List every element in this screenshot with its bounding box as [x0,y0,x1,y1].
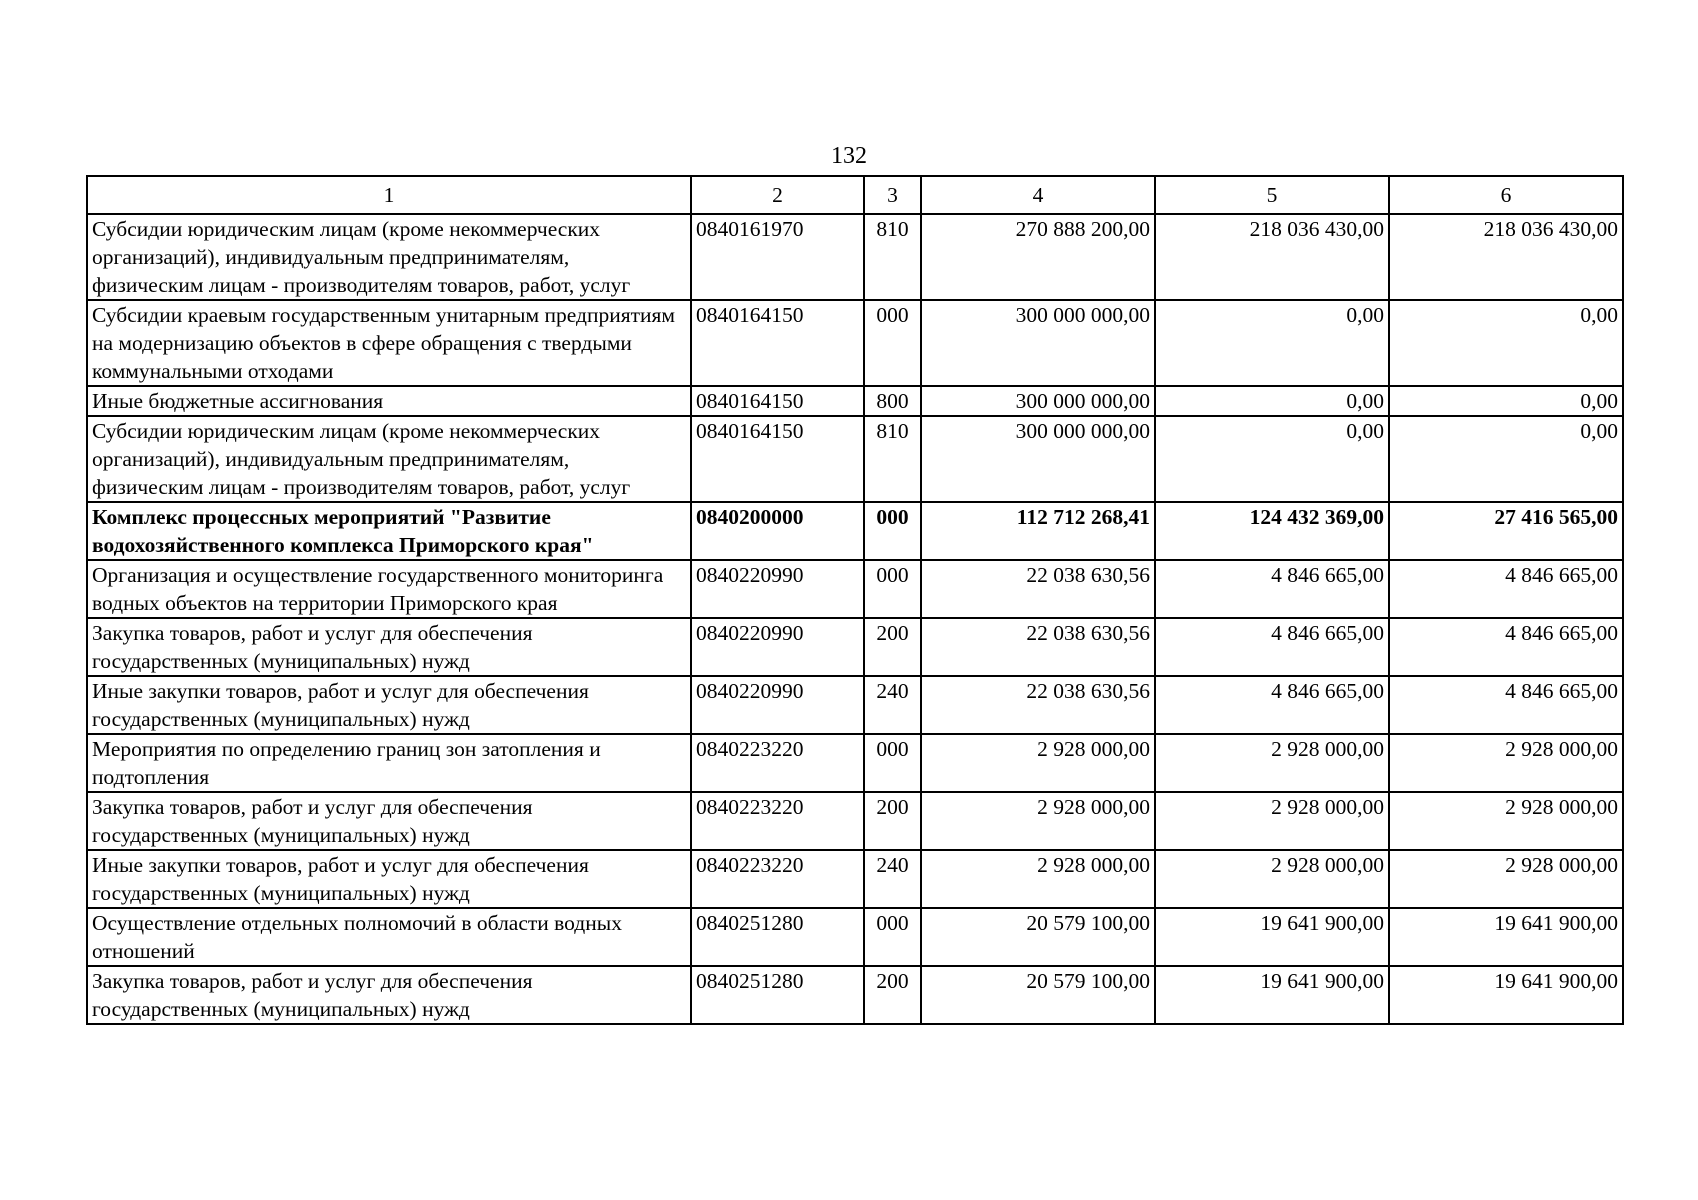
row-amount-col6: 0,00 [1389,386,1623,416]
page-number: 132 [831,143,867,169]
table-row [87,734,1623,792]
row-description: Иные закупки товаров, работ и услуг для обеспечения государственных (муниципальных) нужд [87,850,691,908]
row-target-code: 0840223220 [691,734,864,792]
row-expense-type: 200 [864,966,921,1024]
row-description: Закупка товаров, работ и услуг для обеспечения государственных (муниципальных) нужд [87,792,691,850]
row-amount-col6: 2 928 000,00 [1389,850,1623,908]
row-target-code: 0840251280 [691,966,864,1024]
table-header-row [87,176,1623,214]
row-expense-type: 000 [864,300,921,386]
row-amount-col6: 2 928 000,00 [1389,792,1623,850]
row-target-code: 0840164150 [691,416,864,502]
row-amount-col5: 0,00 [1155,386,1389,416]
column-header: 1 [87,176,691,214]
row-amount-col5: 0,00 [1155,300,1389,386]
row-amount-col4: 20 579 100,00 [921,966,1155,1024]
row-description: Иные закупки товаров, работ и услуг для обеспечения государственных (муниципальных) нужд [87,676,691,734]
row-target-code: 0840251280 [691,908,864,966]
row-amount-col6: 27 416 565,00 [1389,502,1623,560]
row-amount-col5: 4 846 665,00 [1155,676,1389,734]
row-amount-col4: 300 000 000,00 [921,386,1155,416]
row-amount-col4: 112 712 268,41 [921,502,1155,560]
table-row [87,908,1623,966]
row-description: Организация и осуществление государственного мониторинга водных объектов на территории Приморского края [87,560,691,618]
column-header: 2 [691,176,864,214]
row-amount-col5: 4 846 665,00 [1155,560,1389,618]
row-amount-col5: 218 036 430,00 [1155,214,1389,300]
row-expense-type: 000 [864,734,921,792]
row-expense-type: 800 [864,386,921,416]
row-description: Закупка товаров, работ и услуг для обеспечения государственных (муниципальных) нужд [87,966,691,1024]
row-amount-col6: 0,00 [1389,300,1623,386]
column-header: 3 [864,176,921,214]
row-expense-type: 000 [864,502,921,560]
row-amount-col5: 19 641 900,00 [1155,908,1389,966]
column-header: 6 [1389,176,1623,214]
row-amount-col4: 2 928 000,00 [921,792,1155,850]
row-description: Субсидии краевым государственным унитарным предприятиям на модернизацию объектов в сфере обращения с твердыми коммунальными отходами [87,300,691,386]
row-expense-type: 810 [864,416,921,502]
row-target-code: 0840161970 [691,214,864,300]
row-description: Комплекс процессных мероприятий "Развитие водохозяйственного комплекса Приморского края" [87,502,691,560]
row-amount-col6: 4 846 665,00 [1389,618,1623,676]
row-target-code: 0840223220 [691,850,864,908]
table-row [87,214,1623,300]
table-row [87,850,1623,908]
row-amount-col5: 4 846 665,00 [1155,618,1389,676]
row-description: Осуществление отдельных полномочий в области водных отношений [87,908,691,966]
table-row [87,792,1623,850]
row-amount-col6: 19 641 900,00 [1389,908,1623,966]
table-row [87,386,1623,416]
row-description: Мероприятия по определению границ зон затопления и подтопления [87,734,691,792]
row-target-code: 0840200000 [691,502,864,560]
row-amount-col4: 2 928 000,00 [921,850,1155,908]
row-description: Иные бюджетные ассигнования [87,386,691,416]
row-amount-col4: 300 000 000,00 [921,300,1155,386]
row-amount-col6: 4 846 665,00 [1389,560,1623,618]
row-target-code: 0840220990 [691,618,864,676]
row-expense-type: 810 [864,214,921,300]
row-amount-col6: 2 928 000,00 [1389,734,1623,792]
row-amount-col5: 2 928 000,00 [1155,734,1389,792]
row-expense-type: 240 [864,850,921,908]
column-header: 5 [1155,176,1389,214]
row-expense-type: 200 [864,618,921,676]
row-amount-col4: 2 928 000,00 [921,734,1155,792]
row-target-code: 0840164150 [691,386,864,416]
row-expense-type: 240 [864,676,921,734]
row-description: Субсидии юридическим лицам (кроме некоммерческих организаций), индивидуальным предпринимателям, физическим лицам - производителям товаров, работ, услуг [87,416,691,502]
row-amount-col6: 218 036 430,00 [1389,214,1623,300]
row-amount-col4: 22 038 630,56 [921,560,1155,618]
row-description: Субсидии юридическим лицам (кроме некоммерческих организаций), индивидуальным предпринимателям, физическим лицам - производителям товаров, работ, услуг [87,214,691,300]
table-row [87,300,1623,386]
row-expense-type: 200 [864,792,921,850]
row-target-code: 0840220990 [691,560,864,618]
row-amount-col5: 124 432 369,00 [1155,502,1389,560]
row-expense-type: 000 [864,908,921,966]
table-row [87,618,1623,676]
row-expense-type: 000 [864,560,921,618]
row-amount-col5: 2 928 000,00 [1155,792,1389,850]
row-target-code: 0840164150 [691,300,864,386]
row-amount-col4: 270 888 200,00 [921,214,1155,300]
table-row [87,416,1623,502]
row-amount-col6: 4 846 665,00 [1389,676,1623,734]
row-amount-col4: 300 000 000,00 [921,416,1155,502]
row-amount-col6: 0,00 [1389,416,1623,502]
row-amount-col4: 22 038 630,56 [921,676,1155,734]
row-description: Закупка товаров, работ и услуг для обеспечения государственных (муниципальных) нужд [87,618,691,676]
row-target-code: 0840220990 [691,676,864,734]
table-row [87,560,1623,618]
row-amount-col4: 20 579 100,00 [921,908,1155,966]
table-row [87,676,1623,734]
row-amount-col5: 19 641 900,00 [1155,966,1389,1024]
budget-table [86,175,1624,1025]
row-amount-col5: 2 928 000,00 [1155,850,1389,908]
table-row [87,966,1623,1024]
row-amount-col5: 0,00 [1155,416,1389,502]
column-header: 4 [921,176,1155,214]
row-amount-col4: 22 038 630,56 [921,618,1155,676]
table-row [87,502,1623,560]
row-amount-col6: 19 641 900,00 [1389,966,1623,1024]
row-target-code: 0840223220 [691,792,864,850]
